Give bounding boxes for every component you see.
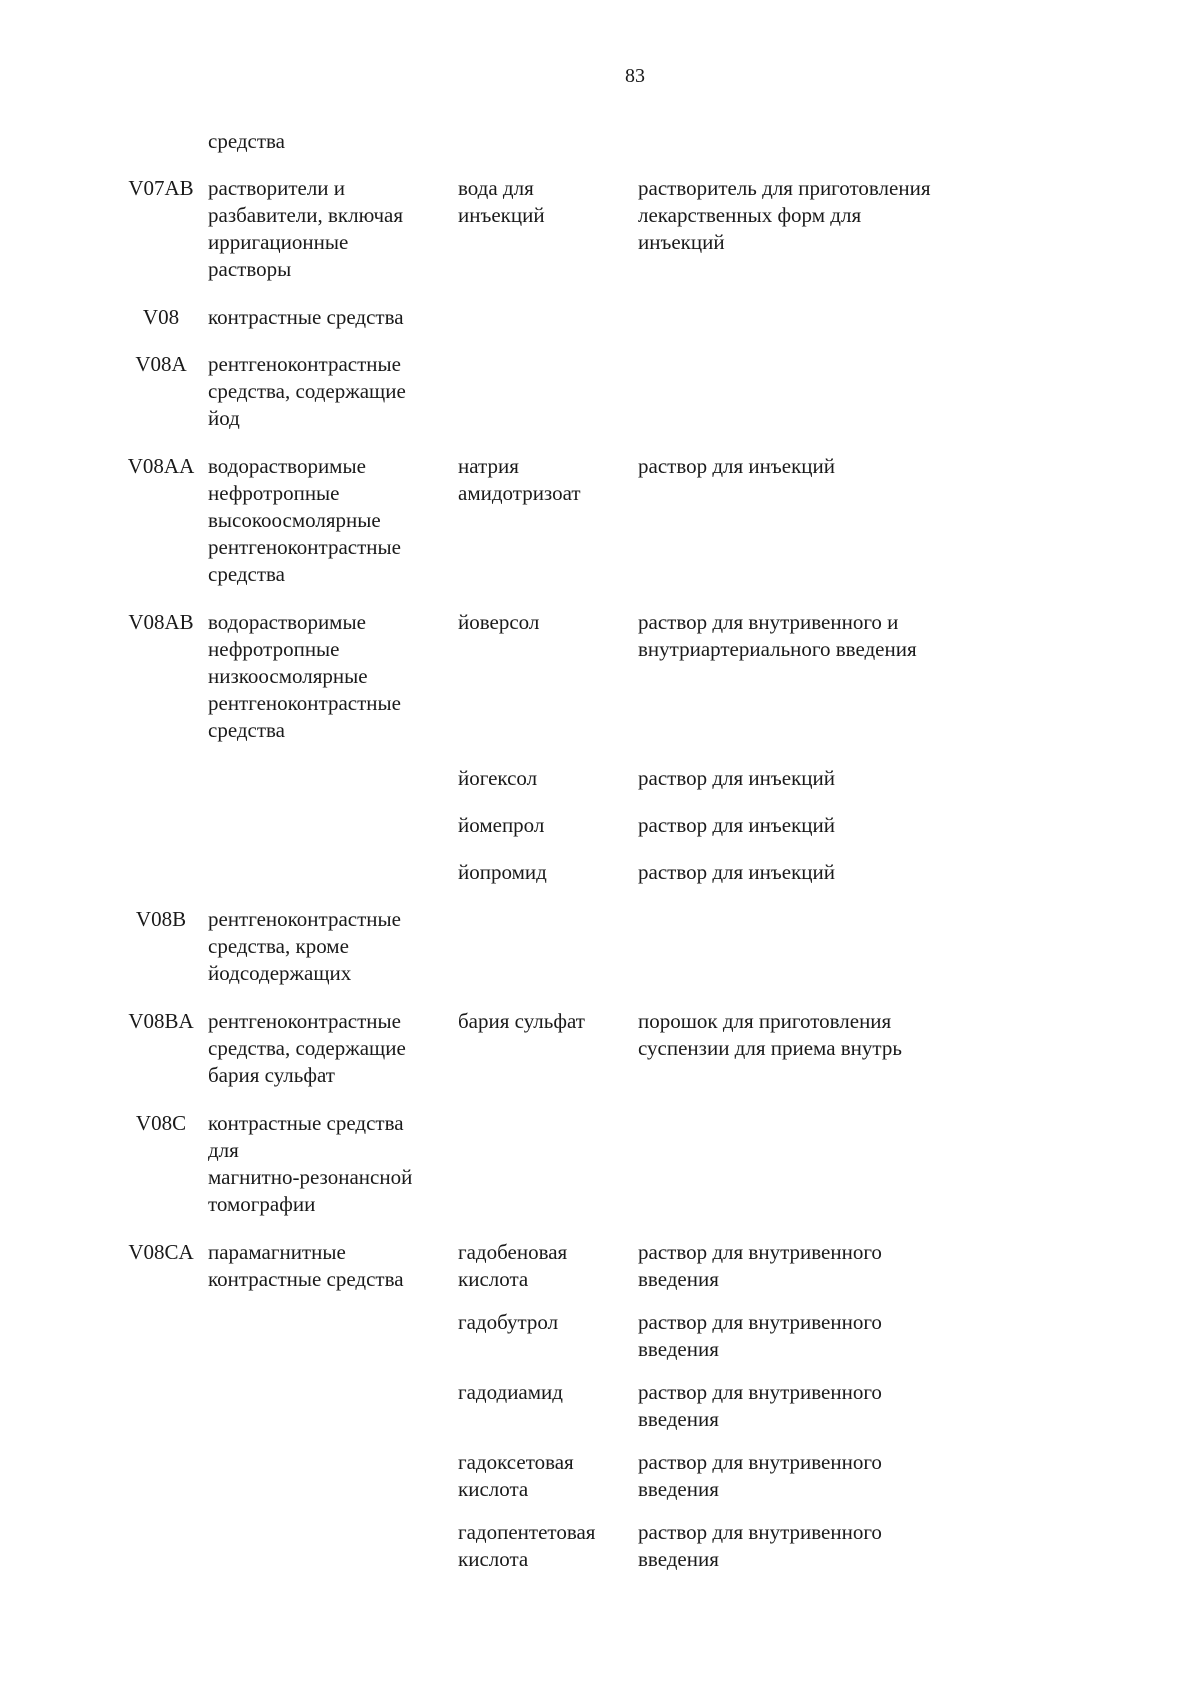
atc-code: V08CA	[128, 1240, 194, 1264]
table-row	[115, 453, 1115, 588]
dosage-form: раствор для внутривенного введения	[638, 1520, 882, 1571]
anatomical-group: растворители и разбавители, включая ирригационные растворы	[208, 176, 404, 281]
drug-name: гадобутрол	[458, 1310, 559, 1334]
table-row	[115, 859, 1115, 886]
drug-name: гадоксетовая кислота	[458, 1450, 574, 1501]
page-number: 83	[625, 65, 645, 87]
dosage-form: растворитель для приготовления лекарственных форм для инъекций	[638, 176, 931, 254]
table-row	[115, 1008, 1115, 1089]
dosage-form: раствор для инъекций	[638, 813, 835, 837]
dosage-form: раствор для внутривенного введения	[638, 1310, 882, 1361]
drug-name: йопромид	[458, 860, 547, 884]
dosage-form: раствор для внутривенного и внутриартериального введения	[638, 610, 917, 661]
atc-code: V08B	[135, 907, 187, 931]
table-row	[115, 1379, 1115, 1433]
drug-name: гадодиамид	[458, 1380, 563, 1404]
atc-code: V08A	[135, 352, 187, 376]
table-row	[115, 906, 1115, 987]
table-row	[115, 812, 1115, 839]
dosage-form: раствор для инъекций	[638, 766, 835, 790]
dosage-form: раствор для внутривенного введения	[638, 1380, 882, 1431]
drug-table	[115, 128, 1115, 1573]
table-row	[115, 1519, 1115, 1573]
anatomical-group: водорастворимые нефротропные низкоосмолярные рентгеноконтрастные средства	[208, 610, 401, 742]
table-row	[115, 1239, 1115, 1293]
anatomical-group: средства	[208, 129, 286, 153]
drug-name: натрия амидотризоат	[458, 454, 581, 505]
atc-code: V08C	[135, 1111, 187, 1135]
atc-code: V08AB	[128, 610, 194, 634]
table-row	[115, 1309, 1115, 1363]
atc-code: V08	[142, 305, 180, 329]
dosage-form: раствор для инъекций	[638, 860, 835, 884]
anatomical-group: рентгеноконтрастные средства, содержащие йод	[208, 352, 406, 430]
drug-name: вода для инъекций	[458, 176, 545, 227]
table-row	[115, 175, 1115, 283]
table-row	[115, 128, 1115, 155]
table-row	[115, 765, 1115, 792]
table-row	[115, 1110, 1115, 1218]
anatomical-group: парамагнитные контрастные средства	[208, 1240, 404, 1291]
table-row	[115, 351, 1115, 432]
drug-name: йомепрол	[458, 813, 545, 837]
drug-name: гадобеновая кислота	[458, 1240, 568, 1291]
drug-name: гадопентетовая кислота	[458, 1520, 596, 1571]
anatomical-group: контрастные средства для магнитно-резонансной томографии	[208, 1111, 413, 1216]
atc-code: V07AB	[128, 176, 194, 200]
dosage-form: раствор для инъекций	[638, 454, 835, 478]
atc-code: V08AA	[127, 454, 195, 478]
dosage-form: порошок для приготовления суспензии для приема внутрь	[638, 1009, 902, 1060]
table-row	[115, 609, 1115, 744]
dosage-form: раствор для внутривенного введения	[638, 1240, 882, 1291]
drug-name: йогексол	[458, 766, 538, 790]
table-row	[115, 1449, 1115, 1503]
drug-name: йоверсол	[458, 610, 540, 634]
table-row	[115, 304, 1115, 331]
drug-name: бария сульфат	[458, 1009, 585, 1033]
atc-code: V08BA	[128, 1009, 194, 1033]
anatomical-group: рентгеноконтрастные средства, кроме йодсодержащих	[208, 907, 401, 985]
anatomical-group: водорастворимые нефротропные высокоосмолярные рентгеноконтрастные средства	[208, 454, 401, 586]
anatomical-group: контрастные средства	[208, 305, 404, 329]
anatomical-group: рентгеноконтрастные средства, содержащие бария сульфат	[208, 1009, 406, 1087]
dosage-form: раствор для внутривенного введения	[638, 1450, 882, 1501]
